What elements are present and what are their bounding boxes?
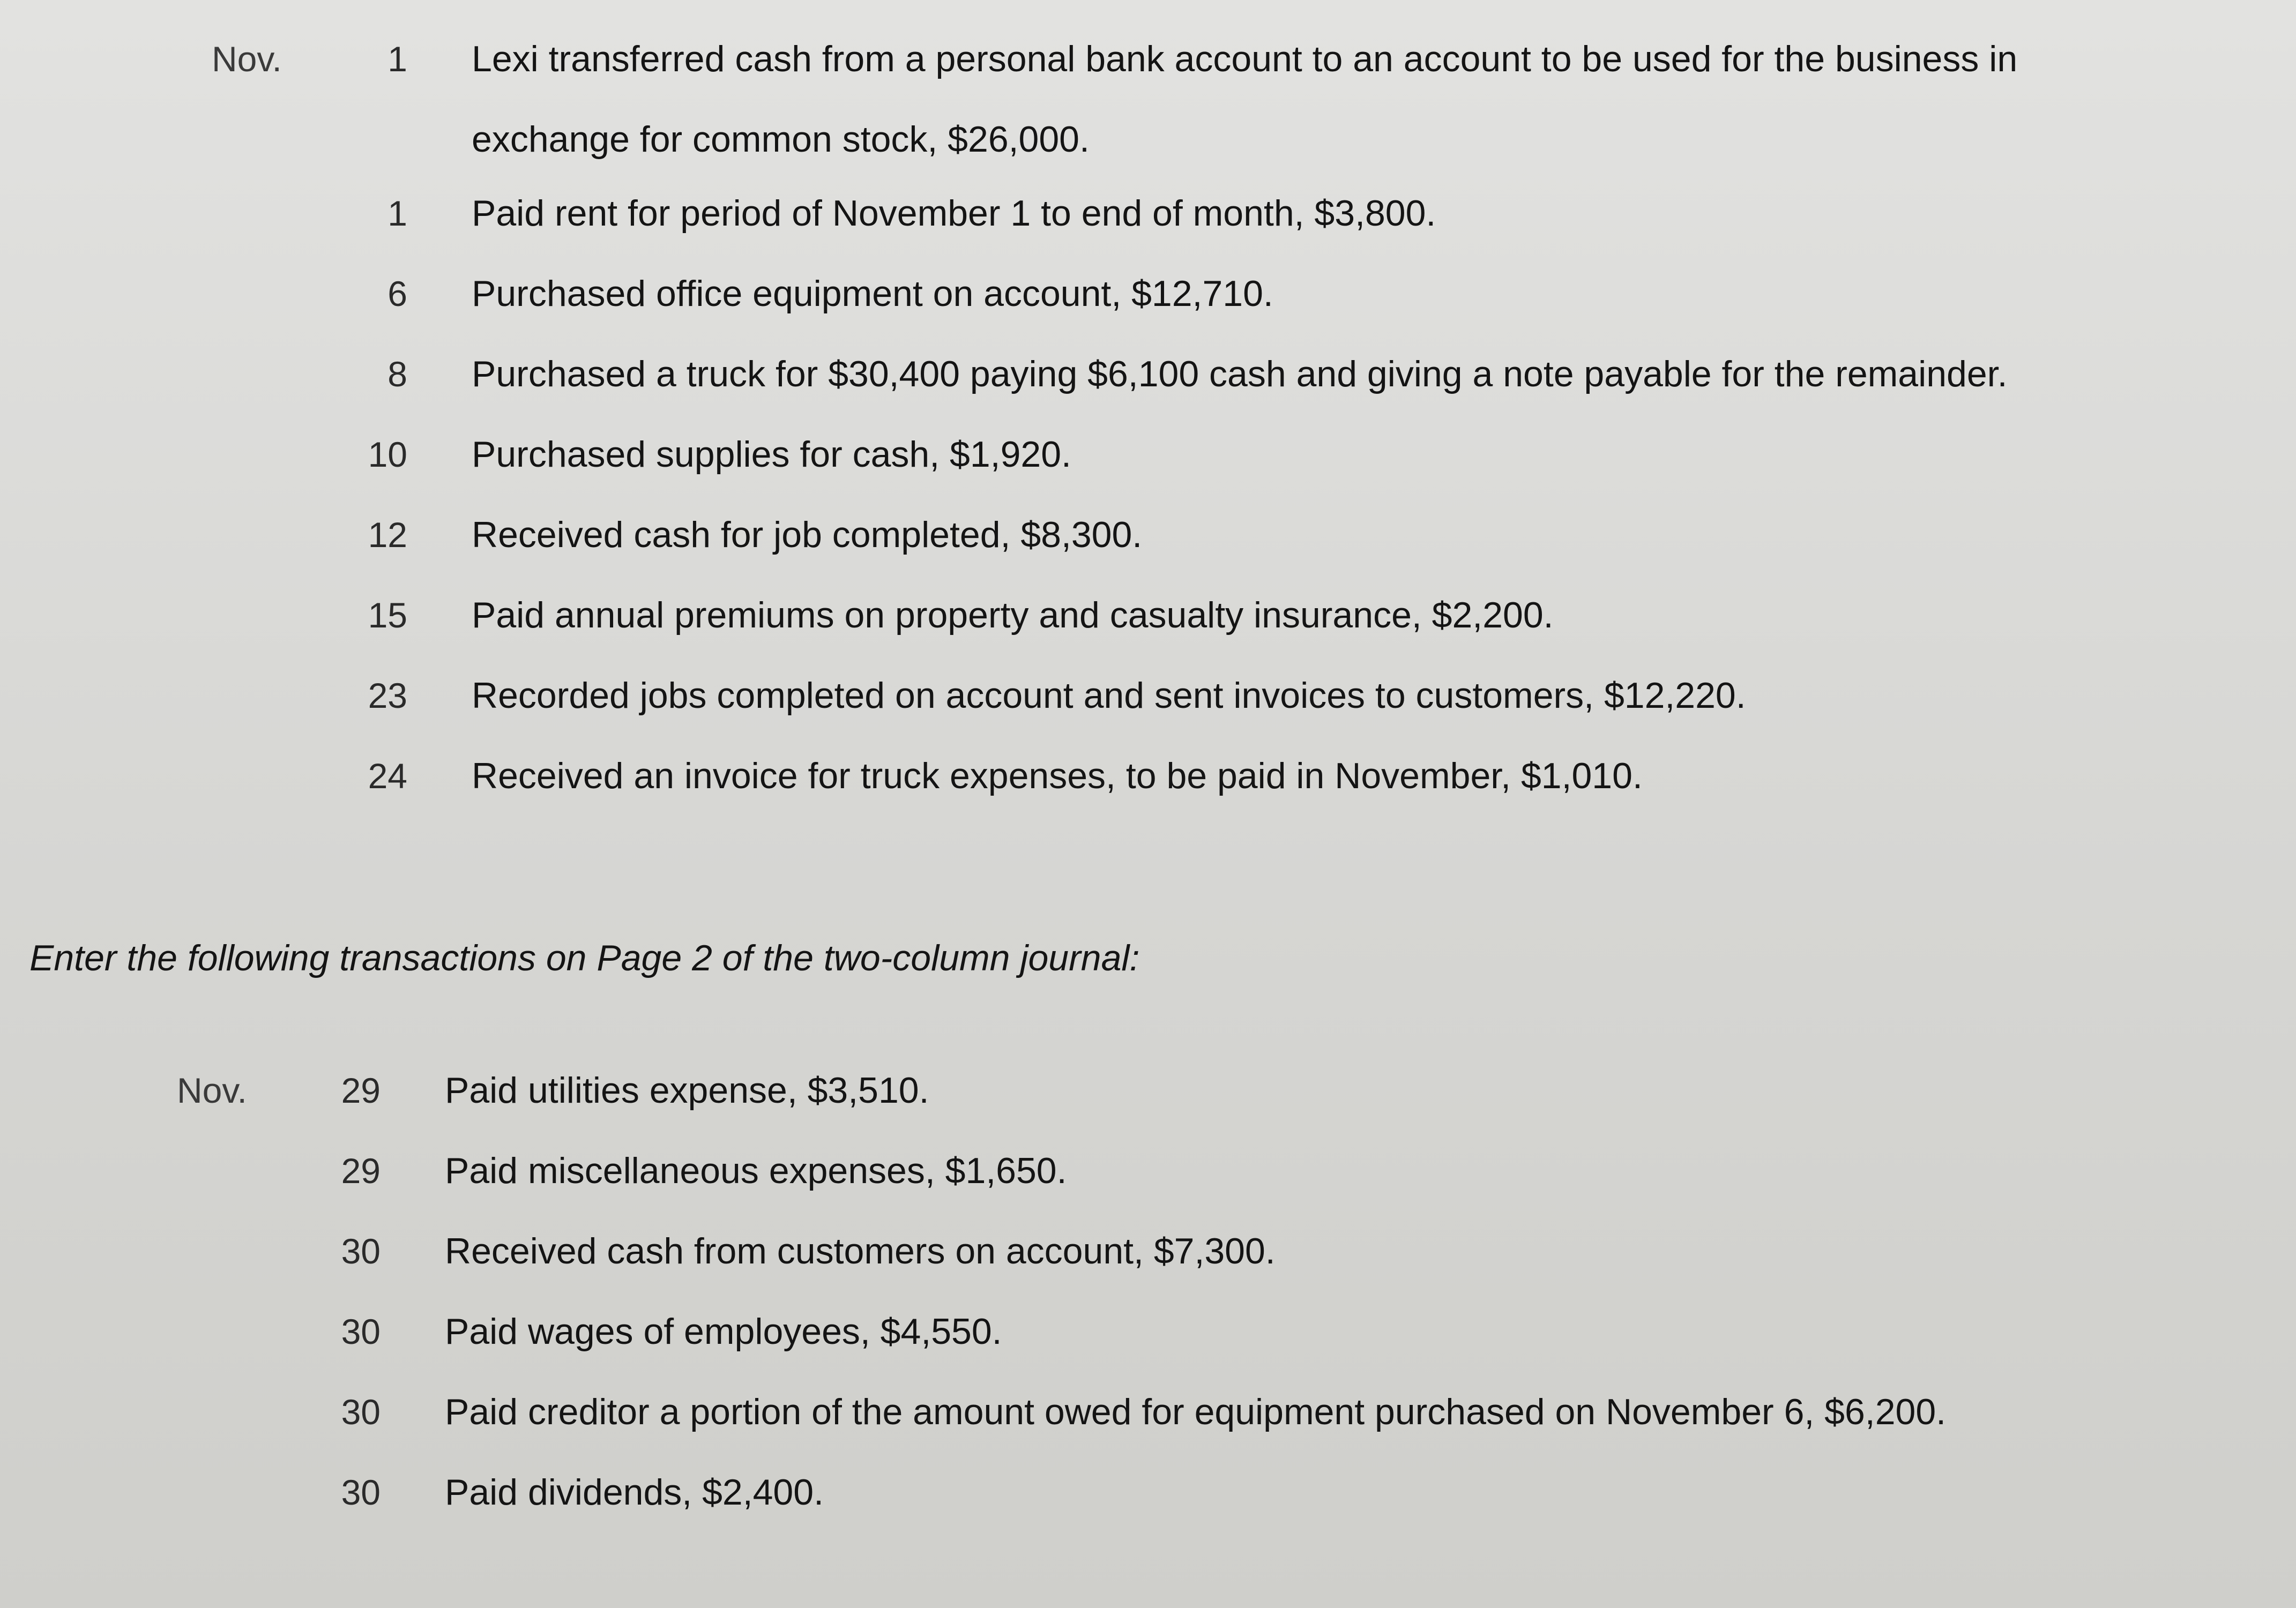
transaction-description: Recorded jobs completed on account and sent invoices to customers, $12,220.	[472, 675, 1746, 716]
transaction-row	[0, 192, 2296, 272]
transaction-row	[0, 1471, 2296, 1551]
transaction-description: Paid wages of employees, $4,550.	[445, 1311, 1002, 1352]
transaction-description: Paid annual premiums on property and casualty insurance, $2,200.	[472, 595, 1554, 635]
transaction-row	[0, 674, 2296, 754]
transaction-description: Received an invoice for truck expenses, to be paid in November, $1,010.	[472, 756, 1643, 796]
transaction-description: Purchased supplies for cash, $1,920.	[472, 434, 1071, 475]
transaction-description: Purchased office equipment on account, $12,710.	[472, 273, 1273, 314]
transaction-row	[0, 272, 2296, 353]
transaction-description: Paid rent for period of November 1 to end of month, $3,800.	[472, 193, 1436, 234]
transaction-list-page-1	[0, 38, 2296, 835]
transaction-day: 1	[387, 39, 407, 79]
transaction-row	[0, 754, 2296, 835]
transaction-description: Paid creditor a portion of the amount owed for equipment purchased on November 6, $6,200.	[445, 1392, 1947, 1432]
transaction-description: exchange for common stock, $26,000.	[472, 119, 1090, 160]
transaction-row	[0, 1230, 2296, 1310]
transaction-day: 30	[341, 1472, 381, 1512]
transaction-row	[0, 594, 2296, 674]
transaction-description: Purchased a truck for $30,400 paying $6,100 cash and giving a note payable for the remainder.	[472, 354, 2008, 394]
transaction-day: 1	[387, 193, 407, 233]
transaction-month: Nov.	[212, 39, 282, 79]
transaction-row-continuation	[0, 118, 2296, 192]
transaction-day: 30	[341, 1312, 381, 1351]
transaction-day: 29	[341, 1071, 381, 1110]
transaction-description: Received cash from customers on account, $7,300.	[445, 1231, 1276, 1272]
transaction-row	[0, 513, 2296, 594]
transaction-row	[0, 1390, 2296, 1471]
transaction-row	[0, 1310, 2296, 1390]
transaction-description: Paid utilities expense, $3,510.	[445, 1070, 929, 1111]
transaction-row	[0, 433, 2296, 513]
transaction-day: 30	[341, 1392, 381, 1432]
transaction-description: Received cash for job completed, $8,300.	[472, 514, 1143, 555]
transaction-day: 23	[368, 676, 407, 715]
transaction-day: 6	[387, 274, 407, 313]
transaction-list-page-2	[0, 1069, 2296, 1551]
transaction-day: 30	[341, 1231, 381, 1271]
transaction-day: 24	[368, 756, 407, 796]
transaction-description: Paid dividends, $2,400.	[445, 1472, 824, 1513]
transaction-row	[0, 353, 2296, 433]
journal-instruction: Enter the following transactions on Page 2 of the two-column journal:	[29, 938, 1140, 978]
transaction-day: 10	[368, 435, 407, 474]
transaction-day: 8	[387, 354, 407, 394]
transaction-row	[0, 38, 2296, 118]
transaction-row	[0, 1069, 2296, 1149]
transaction-description: Lexi transferred cash from a personal bank account to an account to be used for the business in	[472, 39, 2018, 79]
transaction-day: 12	[368, 515, 407, 555]
transaction-row	[0, 1149, 2296, 1230]
transaction-description: Paid miscellaneous expenses, $1,650.	[445, 1150, 1067, 1191]
transaction-month: Nov.	[177, 1071, 247, 1110]
transaction-day: 29	[341, 1151, 381, 1191]
transaction-day: 15	[368, 595, 407, 635]
